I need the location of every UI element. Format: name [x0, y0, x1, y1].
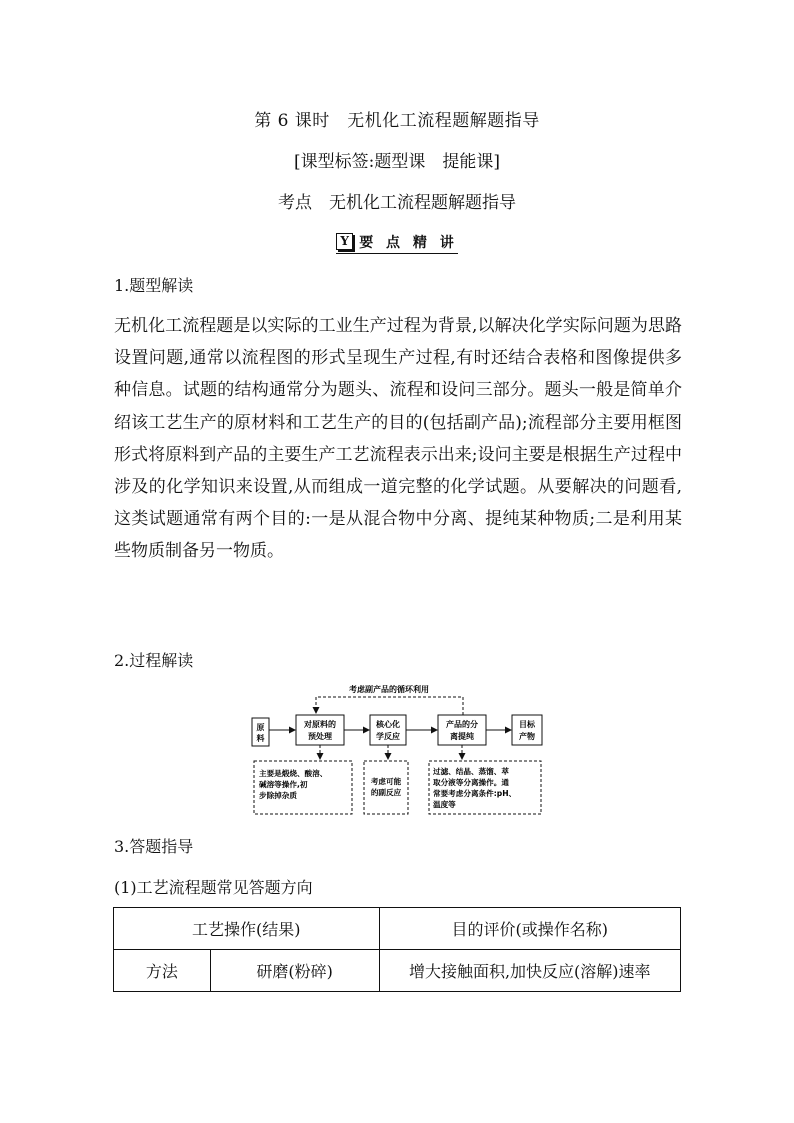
cell-purpose: 增大接触面积,加快反应(溶解)速率 [379, 950, 680, 992]
box-raw-line2: 料 [256, 734, 265, 743]
lesson-tag: [课型标签:题型课 提能课] [294, 152, 500, 172]
note3-line1: 过滤、结晶、蒸馏、萃 [433, 767, 509, 776]
box-sep-line2: 离提纯 [450, 732, 474, 741]
table-row [114, 950, 681, 992]
table-header-row [114, 908, 681, 950]
badge-text: 要 点 精 讲 [359, 234, 458, 251]
recycle-loop [316, 684, 463, 715]
topic-title: 考点 无机化工流程题解题指导 [278, 193, 516, 213]
note1-line2: 碱溶等操作,初 [259, 780, 308, 789]
header-operation: 工艺操作(结果) [114, 908, 380, 950]
note-side-reaction [364, 761, 408, 814]
box-pretreat-line2: 预处理 [308, 732, 332, 741]
box-pretreatment [296, 715, 344, 745]
note3-line4: 温度等 [433, 800, 456, 809]
cell-operation: 研磨(粉碎) [210, 950, 379, 992]
box-target-line1: 目标 [519, 720, 535, 729]
note2-line2: 的副反应 [370, 788, 402, 797]
box-core-line1: 核心化 [376, 720, 400, 729]
box-pretreat-line1: 对原料的 [304, 720, 336, 729]
note1-line1: 主要是煅烧、酸溶、 [259, 769, 328, 778]
box-target-product [512, 715, 542, 745]
section-heading-1: 1.题型解读 [114, 276, 194, 295]
box-raw-material [252, 718, 269, 746]
process-table [113, 907, 681, 992]
key-points-badge [0, 230, 794, 254]
cell-method: 方法 [114, 950, 211, 992]
note2-line1: 考虑可能 [370, 777, 402, 786]
note3-line2: 取分液等分离操作。通 [433, 778, 509, 787]
y-badge-icon: Y [336, 233, 353, 250]
process-flow-diagram [246, 683, 546, 818]
loop-label: 考虑副产品的循环利用 [349, 685, 429, 694]
box-core-reaction [370, 715, 406, 745]
box-sep-line1: 产品的分 [446, 720, 478, 729]
box-separation [438, 715, 486, 745]
header-purpose: 目的评价(或操作名称) [379, 908, 680, 950]
box-target-line2: 产物 [519, 732, 535, 741]
box-raw-line1: 原 [256, 723, 265, 732]
box-core-line2: 学反应 [376, 732, 400, 741]
note-pretreatment [254, 761, 352, 814]
note1-line3: 步除掉杂质 [259, 791, 297, 800]
section-heading-3: 3.答题指导 [114, 837, 194, 856]
note3-line3: 常要考虑分离条件:pH、 [433, 789, 517, 798]
intro-paragraph: 无机化工流程题是以实际的工业生产过程为背景,以解决化学实际问题为思路设置问题,通常以流程图的形式呈现生产过程,有时还结合表格和图像提供多种信息。试题的结构通常分为题头、流程和设问三部分。题头一般是简单介绍该工艺生产的原材料和工艺生产的目的(包括副产品);流程部分主要用框图形式将原料到产品的主要生产工艺流程表示出来;设问主要是根据生产过程中涉及的化学知识来设置,从而组成一道完整的化学试题。从要解决的问题看,这类试题通常有两个目的:一是从混合物中分离、提纯某种物质;二是利用某些物质制备另一物质。 [114, 316, 682, 562]
page-title: 第 6 课时 无机化工流程题解题指导 [254, 111, 540, 131]
subheading-answer-directions: (1)工艺流程题常见答题方向 [114, 878, 313, 897]
section-heading-2: 2.过程解读 [114, 651, 194, 670]
note-separation [429, 761, 541, 814]
